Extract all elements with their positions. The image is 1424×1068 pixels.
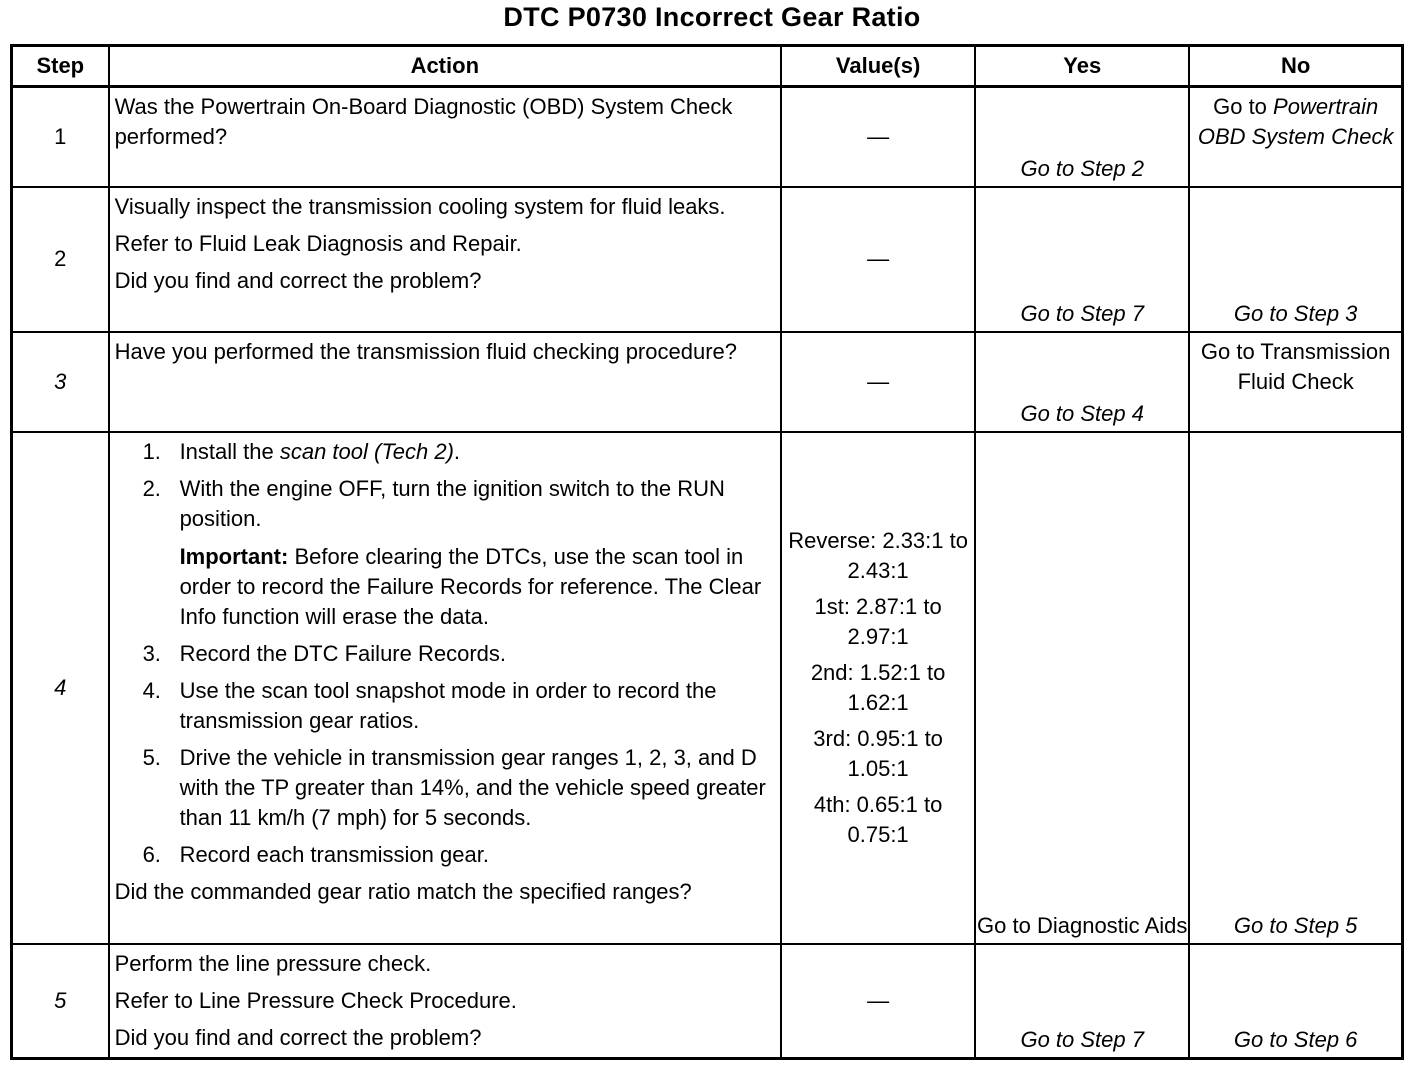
header-no: No — [1189, 46, 1402, 87]
important-label: Important: — [179, 543, 289, 569]
no-link-text: Powertrain OBD System Check — [1197, 94, 1394, 149]
list-text: Drive the vehicle in transmission gear ranges 1, 2, 3, and D with the TP greater than 14%, and the vehicle speed greater than 11 km/h (7 mph) for 5 seconds. — [179, 744, 766, 830]
table-row — [12, 87, 1403, 187]
important-note — [180, 542, 776, 632]
action-question: Did you find and correct the problem? — [114, 267, 482, 293]
value-cell: — — [781, 187, 975, 332]
list-text: Record the DTC Failure Records. — [179, 640, 507, 666]
action-text: Refer to Fluid Leak Diagnosis and Repair. — [114, 230, 522, 256]
list-number: 3. — [142, 640, 161, 666]
header-action: Action — [109, 46, 781, 87]
action-text: Have you performed the transmission fluid checking procedure? — [114, 338, 737, 364]
action-question: Did you find and correct the problem? — [114, 1024, 482, 1050]
step-number: 3 — [12, 332, 109, 432]
no-cell: Go to Transmission Fluid Check — [1189, 332, 1402, 432]
no-cell: Go to Step 6 — [1189, 944, 1402, 1059]
step-number: 1 — [12, 87, 109, 187]
gear-ratio-value: Reverse: 2.33:1 to 2.43:1 — [788, 527, 968, 583]
list-text: . — [453, 438, 461, 464]
action-text: Visually inspect the transmission cooling system for fluid leaks. — [114, 193, 726, 219]
yes-cell: Go to Step 7 — [975, 944, 1189, 1059]
step-number: 2 — [12, 187, 109, 332]
action-text: Perform the line pressure check. — [114, 950, 432, 976]
yes-cell: Go to Step 4 — [975, 332, 1189, 432]
value-cell: — — [781, 944, 975, 1059]
no-cell: Go to Step 3 — [1189, 187, 1402, 332]
important-text: Before clearing the DTCs, use the scan tool in order to record the Failure Records for reference. The Clear Info function will erase the data. — [179, 543, 762, 629]
gear-ratio-value: 3rd: 0.95:1 to 1.05:1 — [813, 725, 943, 781]
list-text: Use the scan tool snapshot mode in order to record the transmission gear ratios. — [179, 677, 717, 733]
list-number: 2. — [142, 475, 161, 501]
yes-cell: Go to Step 7 — [975, 187, 1189, 332]
list-number: 1. — [142, 438, 161, 464]
list-item — [115, 437, 776, 467]
list-item — [115, 743, 776, 833]
table-row — [12, 332, 1403, 432]
list-text-italic: scan tool (Tech 2) — [279, 438, 454, 464]
procedure-list — [115, 437, 776, 870]
gear-ratio-value: 4th: 0.65:1 to 0.75:1 — [813, 791, 943, 847]
value-cell: — — [781, 332, 975, 432]
yes-cell: Go to Step 2 — [975, 87, 1189, 187]
list-text: Record each transmission gear. — [179, 841, 489, 867]
diagnostic-table — [10, 44, 1404, 1060]
header-row — [12, 46, 1403, 87]
action-cell — [109, 432, 781, 944]
list-number: 4. — [142, 677, 161, 703]
action-cell — [109, 944, 781, 1059]
list-item — [115, 639, 776, 669]
table-row — [12, 432, 1403, 944]
action-question: Did the commanded gear ratio match the specified ranges? — [114, 878, 692, 904]
action-cell — [109, 332, 781, 432]
value-cell: — — [781, 87, 975, 187]
gear-ratio-value: 2nd: 1.52:1 to 1.62:1 — [810, 659, 946, 715]
header-step: Step — [12, 46, 109, 87]
gear-ratio-value: 1st: 2.87:1 to 2.97:1 — [814, 593, 942, 649]
list-number: 6. — [142, 841, 161, 867]
list-text: Install the — [179, 438, 280, 464]
list-number: 5. — [142, 744, 161, 770]
list-item — [115, 840, 776, 870]
step-number: 4 — [12, 432, 109, 944]
list-item — [115, 474, 776, 632]
table-row — [12, 944, 1403, 1059]
action-cell — [109, 187, 781, 332]
list-text: With the engine OFF, turn the ignition switch to the RUN position. — [179, 475, 725, 531]
action-text: Was the Powertrain On-Board Diagnostic (OBD) System Check performed? — [114, 94, 733, 149]
no-cell: Go to Step 5 — [1189, 432, 1402, 944]
table-row — [12, 187, 1403, 332]
action-text: Refer to Line Pressure Check Procedure. — [114, 987, 517, 1013]
value-cell — [781, 432, 975, 944]
step-number: 5 — [12, 944, 109, 1059]
header-yes: Yes — [975, 46, 1189, 87]
header-values: Value(s) — [781, 46, 975, 87]
page-title: DTC P0730 Incorrect Gear Ratio — [503, 2, 921, 32]
no-cell — [1189, 87, 1402, 187]
no-text: Go to — [1213, 94, 1274, 119]
action-cell — [109, 87, 781, 187]
list-item — [115, 676, 776, 736]
yes-cell: Go to Diagnostic Aids — [975, 432, 1189, 944]
